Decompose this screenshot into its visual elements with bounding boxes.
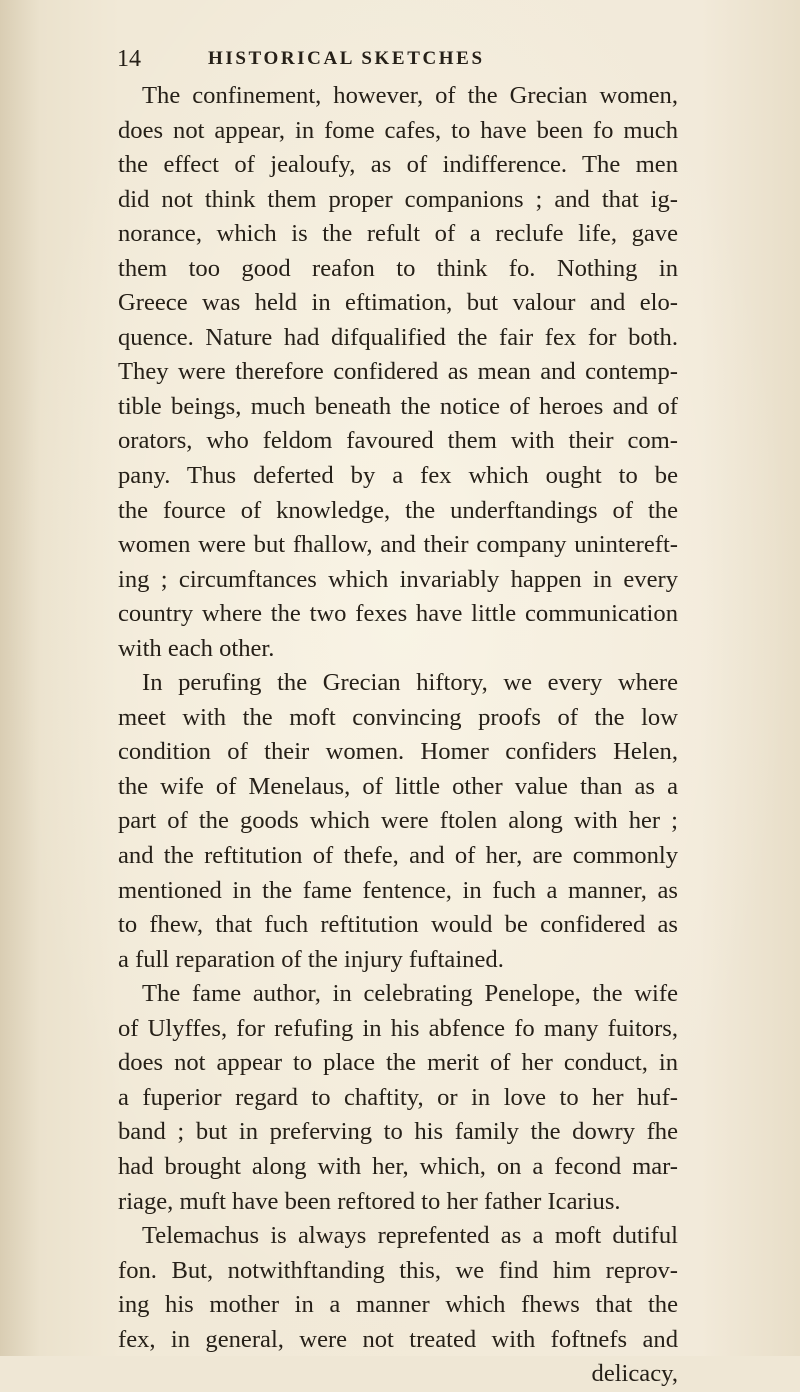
text-line: the wife of Menelaus, of little other value than as a: [118, 772, 678, 800]
text-line: condition of their women. Homer confiders Helen,: [118, 738, 678, 766]
text-line: mentioned in the fame fentence, in fuch a manner, as: [118, 876, 678, 904]
text-line: part of the goods which were ftolen along with her ;: [118, 807, 678, 835]
text-line: a full reparation of the injury fuftained.: [118, 945, 504, 973]
text-line: Greece was held in eftimation, but valour and elo-: [118, 289, 678, 317]
text-line: meet with the moft convincing proofs of the low: [118, 703, 678, 731]
running-head: [0, 46, 800, 76]
text-line: country where the two fexes have little communication: [118, 600, 678, 628]
text-line: and the reftitution of thefe, and of her, are commonly: [118, 842, 678, 870]
text-line: a fuperior regard to chaftity, or in love to her huf-: [118, 1083, 678, 1111]
text-line: In perufing the Grecian hiftory, we every where: [142, 669, 678, 697]
text-line: fon. But, notwithftanding this, we find him reprov-: [118, 1256, 678, 1284]
text-line: with each other.: [118, 634, 275, 662]
text-line: did not think them proper companions ; and that ig-: [118, 185, 678, 213]
text-line: the fource of knowledge, the underftandings of the: [118, 496, 678, 524]
text-line: pany. Thus deferted by a fex which ought to be: [118, 462, 678, 490]
text-line: They were therefore confidered as mean and contemp-: [118, 358, 678, 386]
text-line: the effect of jealoufy, as of indifference. The men: [118, 151, 678, 179]
running-head-title: HISTORICAL SKETCHES: [208, 48, 485, 69]
text-line: ing his mother in a manner which fhews that the: [118, 1291, 678, 1319]
text-line: women were but fhallow, and their company unintereft-: [118, 531, 678, 559]
text-line: of Ulyffes, for refufing in his abfence fo many fuitors,: [118, 1014, 678, 1042]
text-line: The fame author, in celebrating Penelope, the wife: [142, 980, 678, 1008]
text-line: riage, muft have been reftored to her father Icarius.: [118, 1187, 621, 1215]
catchword: delicacy,: [591, 1360, 678, 1388]
text-line: does not appear to place the merit of her conduct, in: [118, 1049, 678, 1077]
text-line: ing ; circumftances which invariably happen in every: [118, 565, 678, 593]
body-text: [118, 79, 678, 1392]
text-line: The confinement, however, of the Grecian women,: [142, 82, 678, 109]
text-line: had brought along with her, which, on a fecond mar-: [118, 1152, 678, 1180]
text-line: band ; but in preferving to his family the dowry fhe: [118, 1118, 678, 1146]
text-line: to fhew, that fuch reftitution would be confidered as: [118, 911, 678, 939]
text-line: orators, who feldom favoured them with their com-: [118, 427, 678, 455]
text-line: tible beings, much beneath the notice of heroes and of: [118, 392, 678, 420]
text-line: Telemachus is always reprefented as a moft dutiful: [142, 1222, 678, 1250]
text-line: does not appear, in fome cafes, to have been fo much: [118, 116, 678, 144]
text-line: norance, which is the refult of a reclufe life, gave: [118, 220, 678, 248]
text-line: quence. Nature had difqualified the fair fex for both.: [118, 323, 678, 351]
page-number: 14: [117, 46, 141, 72]
text-line: them too good reafon to think fo. Nothing in: [118, 254, 678, 282]
text-line: fex, in general, were not treated with foftnefs and: [118, 1325, 678, 1353]
